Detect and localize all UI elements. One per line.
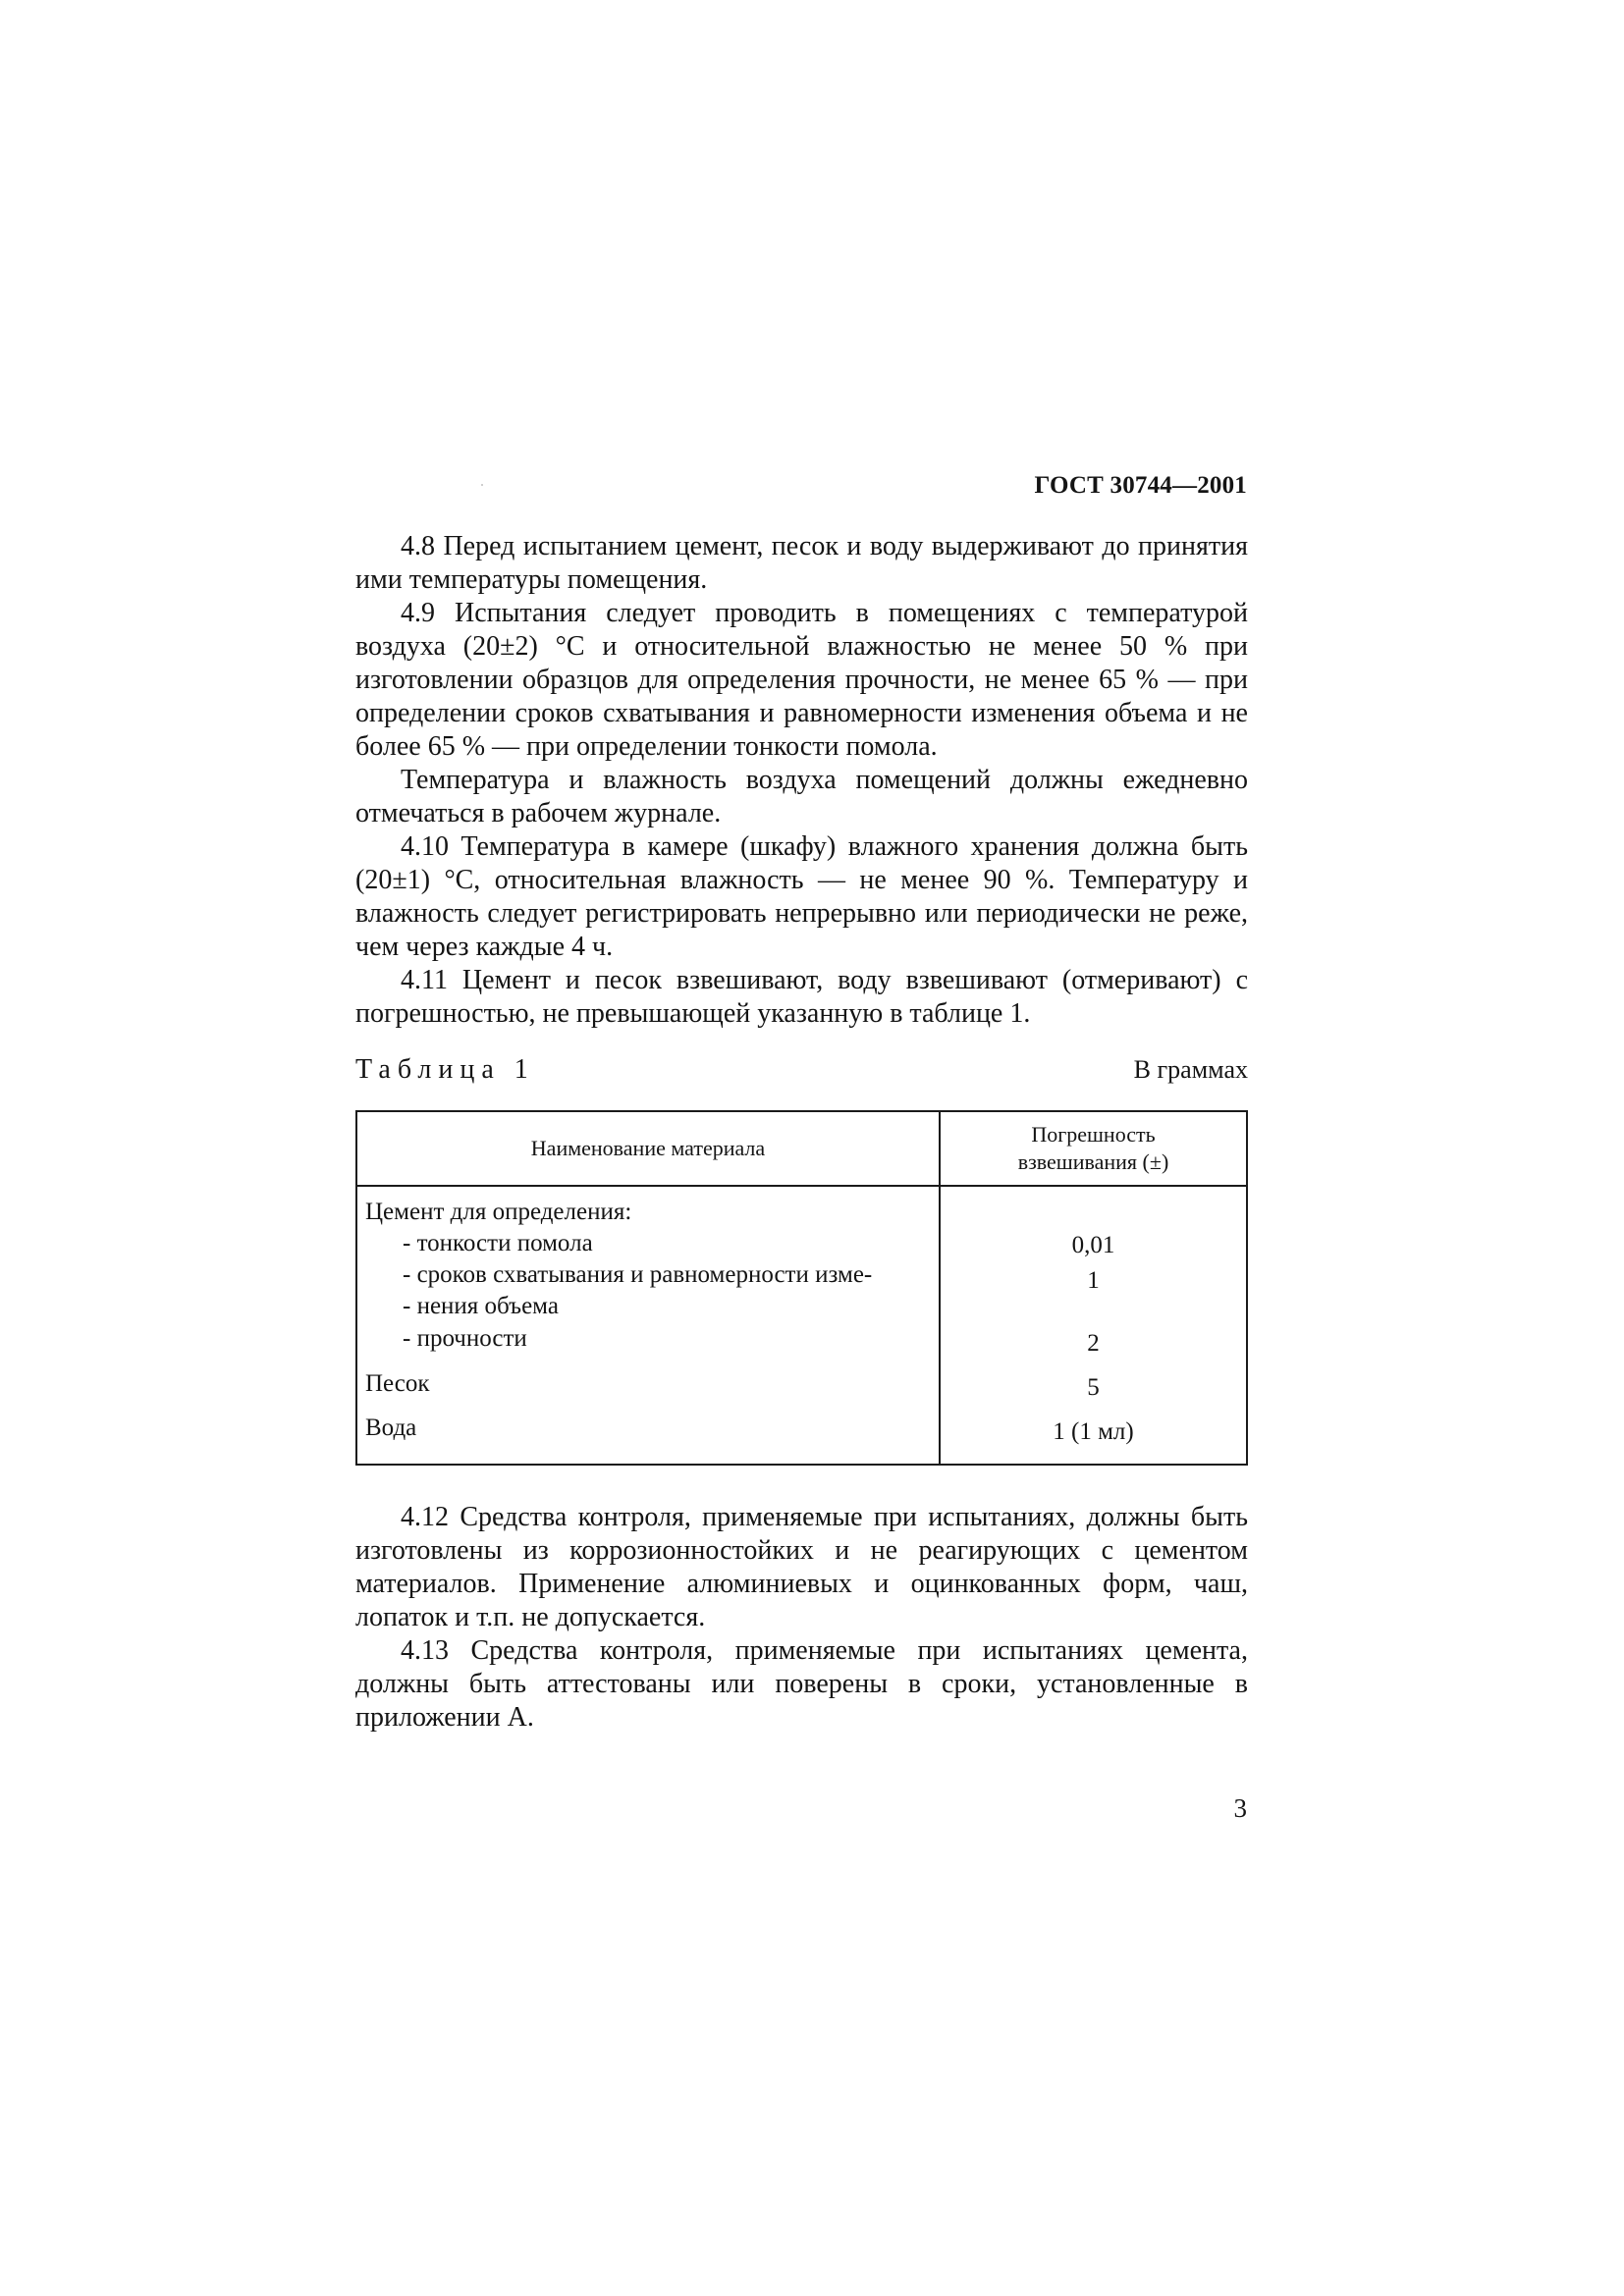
clause-4-10: 4.10 Температура в камере (шкафу) влажного хранения должна быть (20±1) °С, относительная влажность — не менее 90 %. Температуру и влажность следует регистрировать непрерывно или периодически не реже, чем через каждые 4 ч. [355, 831, 1248, 962]
standard-header: ГОСТ 30744—2001 [1034, 472, 1247, 499]
row-setting-label-1: - сроков схватывания и равномерности изме- [403, 1261, 873, 1288]
clause-4-8: 4.8 Перед испытанием цемент, песок и воду выдерживают до принятия ими температуры помещения. [355, 531, 1248, 595]
header-weighing-error [941, 1121, 1246, 1176]
row-strength-value: 2 [1087, 1330, 1100, 1357]
clauses-top [355, 530, 1248, 1031]
page-number: 3 [1233, 1793, 1247, 1823]
row-sand-value: 5 [1087, 1374, 1100, 1401]
clauses-bottom [355, 1501, 1248, 1735]
weighing-error-table [355, 1110, 1248, 1466]
header-material-name: Наименование материала [530, 1136, 766, 1160]
clause-4-11: 4.11 Цемент и песок взвешивают, воду взвешивают (отмеривают) с погрешностью, не превышающей указанную в таблице 1. [355, 965, 1248, 1029]
header-weighing-error-line1: Погрешность [1031, 1122, 1156, 1147]
row-setting-label-2: - нения объема [403, 1293, 559, 1319]
row-water-label: Вода [365, 1415, 417, 1441]
clause-4-9: 4.9 Испытания следует проводить в помещениях с температурой воздуха (20±2) °С и относительной влажностью не менее 50 % при изготовлении образцов для определения прочности, не менее 65 % — при определении сроков схватывания и равномерности изменения объема и не более 65 % — при определении тонкости помола. [355, 598, 1248, 762]
row-fineness-value: 0,01 [1071, 1232, 1115, 1258]
row-strength-label: - прочности [403, 1325, 527, 1352]
table-title: Таблица 1 [355, 1054, 535, 1085]
row-sand-label: Песок [365, 1370, 430, 1397]
scan-speck [481, 484, 483, 486]
row-setting-value: 1 [1087, 1267, 1100, 1294]
table-caption [355, 1052, 1248, 1088]
header-divider [357, 1185, 1246, 1187]
header-weighing-error-line2: взвешивания (±) [1017, 1149, 1169, 1174]
row-water-value: 1 (1 мл) [1053, 1418, 1134, 1445]
clause-4-13: 4.13 Средства контроля, применяемые при испытаниях цемента, должны быть аттестованы или поверены в сроки, установленные в приложении А. [355, 1635, 1248, 1733]
row-fineness-label: - тонкости помола [403, 1230, 593, 1256]
clause-4-9-note: Температура и влажность воздуха помещений должны ежедневно отмечаться в рабочем журнале. [355, 765, 1248, 828]
clause-4-12: 4.12 Средства контроля, применяемые при испытаниях, должны быть изготовлены из коррозионностойких и не реагирующих с цементом материалов. Применение алюминиевых и оцинкованных форм, чаш, лопаток и т.п. не допускается. [355, 1502, 1248, 1632]
row-cement-group: Цемент для определения: [365, 1199, 632, 1225]
table-units: В граммах [1133, 1055, 1248, 1084]
